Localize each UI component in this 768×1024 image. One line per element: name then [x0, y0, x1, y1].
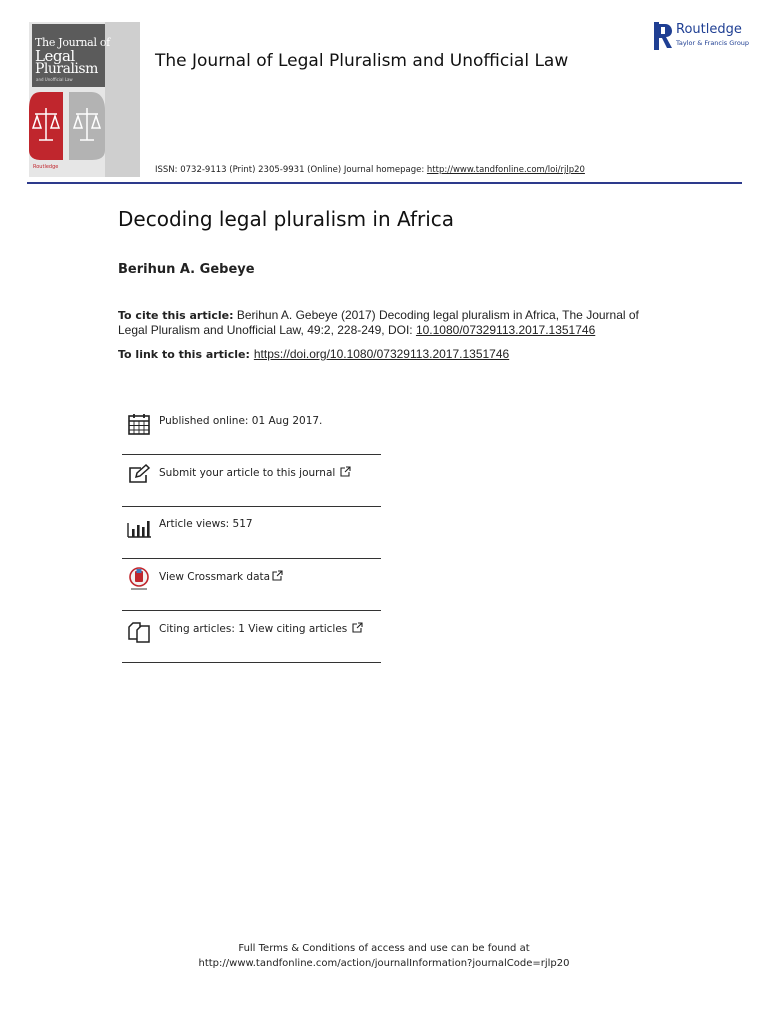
- cover-title-line1: The Journal of: [35, 36, 110, 49]
- article-info-list: [122, 404, 381, 663]
- cover-title-block: [32, 24, 110, 87]
- link-label: To link to this article:: [118, 348, 250, 361]
- citing-articles-link[interactable]: [159, 622, 363, 635]
- citation-block: [118, 308, 658, 338]
- article-title: Decoding legal pluralism in Africa: [118, 207, 455, 231]
- external-link-icon: [272, 570, 283, 581]
- crossmark-text: View Crossmark data: [159, 571, 271, 583]
- submit-article-link[interactable]: [159, 466, 351, 479]
- submit-article-item[interactable]: [122, 455, 381, 507]
- crossmark-link[interactable]: [159, 570, 283, 583]
- cover-scales-art: [29, 90, 140, 165]
- published-online-item: [122, 404, 381, 455]
- publisher-name: Routledge: [676, 22, 742, 37]
- citing-articles-icon: [127, 619, 151, 643]
- calendar-icon: [127, 412, 151, 436]
- bar-chart-icon: [127, 515, 151, 539]
- article-views-item: [122, 507, 381, 559]
- external-link-icon: [352, 622, 363, 633]
- journal-cover: [29, 22, 140, 177]
- article-views-text: Article views: 517: [159, 518, 253, 530]
- journal-title: The Journal of Legal Pluralism and Unofficial Law: [155, 51, 569, 71]
- article-doi-url[interactable]: https://doi.org/10.1080/07329113.2017.1351746: [253, 347, 510, 361]
- citing-articles-item[interactable]: [122, 611, 381, 663]
- publisher-group: Taylor & Francis Group: [676, 39, 750, 47]
- citation-text: Berihun A. Gebeye (2017) Decoding legal pluralism in Africa, The Journal of Legal Pluralism and Unofficial Law, 49:2, 228-249, DOI:: [118, 308, 639, 337]
- issn-text: ISSN: 0732-9113 (Print) 2305-9931 (Online) Journal homepage:: [155, 165, 427, 175]
- external-link-icon: [340, 466, 351, 477]
- submit-article-text: Submit your article to this journal: [159, 467, 336, 479]
- cover-title-line4: and Unofficial Law: [36, 77, 73, 82]
- cover-publisher-mark: Routledge: [33, 164, 59, 170]
- issn-line: [155, 165, 585, 175]
- article-author: Berihun A. Gebeye: [118, 262, 255, 277]
- routledge-r-icon: [654, 22, 672, 50]
- cover-title-line2: Legal: [35, 47, 75, 65]
- published-online-text: Published online: 01 Aug 2017.: [159, 415, 323, 427]
- footer-terms-text: Full Terms & Conditions of access and use can be found at: [238, 943, 530, 954]
- crossmark-icon: [127, 567, 151, 591]
- edit-icon: [127, 463, 151, 487]
- footer-terms-url[interactable]: http://www.tandfonline.com/action/journalInformation?journalCode=rjlp20: [198, 958, 570, 969]
- journal-homepage-link[interactable]: http://www.tandfonline.com/loi/rjlp20: [426, 165, 585, 175]
- header-rule: [27, 182, 742, 184]
- citation-label: To cite this article:: [118, 309, 234, 322]
- publisher-logo[interactable]: [654, 22, 754, 50]
- citation-doi-link[interactable]: 10.1080/07329113.2017.1351746: [415, 323, 596, 337]
- crossmark-item[interactable]: [122, 559, 381, 611]
- citing-articles-text: Citing articles: 1 View citing articles: [159, 623, 348, 635]
- article-link-line: [118, 347, 509, 361]
- cover-title-line3: Pluralism: [35, 61, 98, 77]
